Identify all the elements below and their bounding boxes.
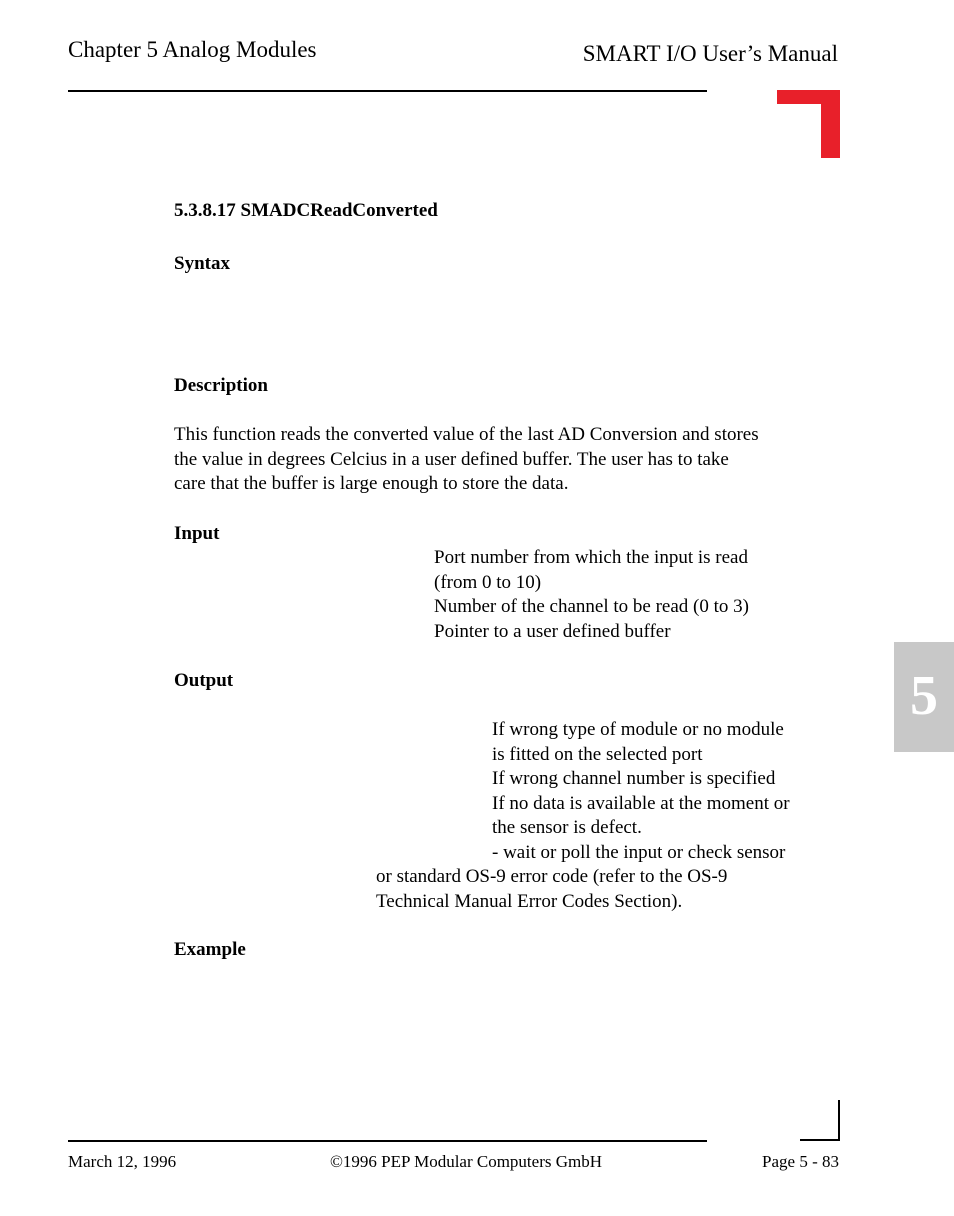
output-trailer-line: Technical Manual Error Codes Section). xyxy=(376,890,683,912)
section-title: 5.3.8.17 SMADCReadConverted xyxy=(174,200,438,221)
input-line: Port number from which the input is read xyxy=(434,547,748,568)
input-line: (from 0 to 10) xyxy=(434,571,542,593)
footer-copyright: ©1996 PEP Modular Computers GmbH xyxy=(330,1152,603,1171)
description-heading: Description xyxy=(174,375,268,396)
output-line: If no data is available at the moment or xyxy=(492,792,790,814)
input-line: Number of the channel to be read (0 to 3) xyxy=(434,596,749,617)
output-line: If wrong type of module or no module xyxy=(492,719,784,740)
example-heading: Example xyxy=(174,939,246,960)
description-paragraph xyxy=(174,423,759,497)
chapter-tab xyxy=(894,642,954,752)
red-corner-mark xyxy=(777,90,840,158)
description-line: the value in degrees Celcius in a user defined buffer. The user has to take xyxy=(174,448,729,470)
footer-corner-mark xyxy=(800,1100,840,1141)
syntax-heading: Syntax xyxy=(174,253,230,274)
output-line: If wrong channel number is specified xyxy=(492,768,776,789)
input-heading: Input xyxy=(174,523,220,544)
description-line: care that the buffer is large enough to store the data. xyxy=(174,473,569,494)
manual-title: SMART I/O User’s Manual xyxy=(582,41,838,66)
footer-page-number: Page 5 - 83 xyxy=(762,1152,839,1171)
chapter-title: Chapter 5 Analog Modules xyxy=(68,37,317,62)
input-description xyxy=(434,546,749,644)
header-rule xyxy=(68,90,707,92)
output-line: the sensor is defect. xyxy=(492,817,642,838)
output-line: - wait or poll the input or check sensor xyxy=(492,841,786,863)
output-description xyxy=(492,718,790,865)
input-line: Pointer to a user defined buffer xyxy=(434,620,671,642)
footer-date: March 12, 1996 xyxy=(68,1152,177,1171)
output-trailer-line: or standard OS-9 error code (refer to the OS-9 xyxy=(376,866,728,887)
output-line: is fitted on the selected port xyxy=(492,743,703,765)
description-line: This function reads the converted value of the last AD Conversion and stores xyxy=(174,424,759,445)
footer-rule xyxy=(68,1140,707,1142)
output-heading: Output xyxy=(174,670,234,691)
output-trailer xyxy=(376,865,727,914)
chapter-tab-number: 5 xyxy=(910,665,938,727)
